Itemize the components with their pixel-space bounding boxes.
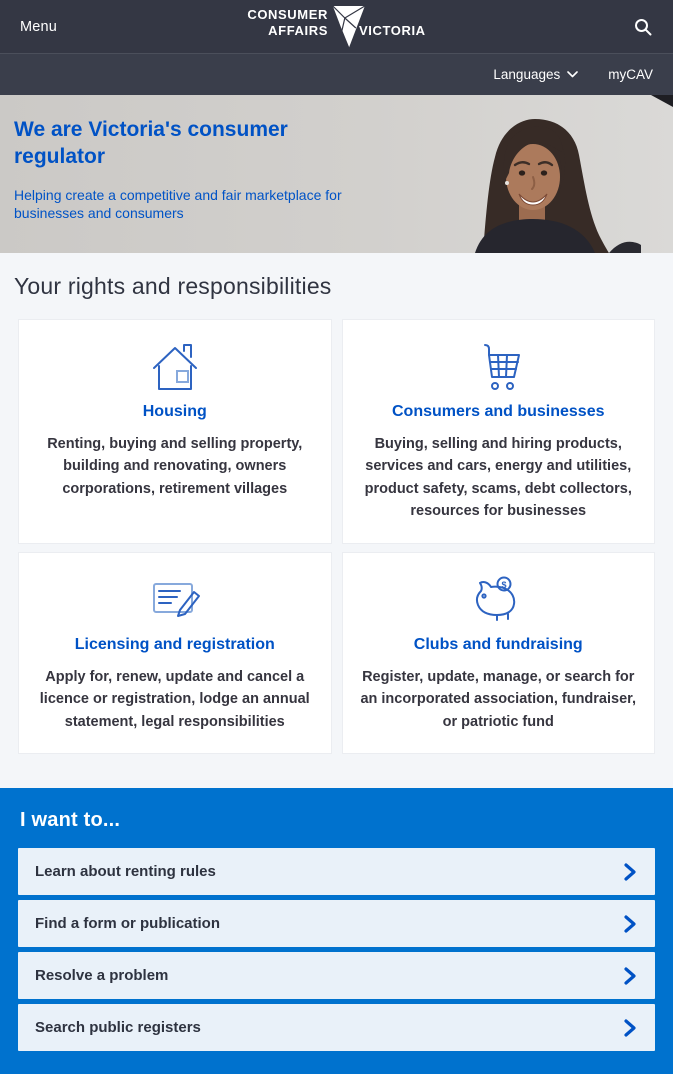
- card-title: Housing: [142, 403, 207, 420]
- licence-document-pencil-icon: [144, 572, 206, 628]
- link-learn-about-renting-rules[interactable]: [18, 848, 655, 895]
- card-licensing-and-registration[interactable]: [18, 552, 332, 754]
- link-label: Find a form or publication: [35, 915, 220, 933]
- top-navigation-bar: [0, 0, 673, 53]
- logo-line-affairs: AFFAIRS: [268, 23, 328, 39]
- hero-title: We are Victoria's consumer regulator: [14, 118, 288, 169]
- hero-photo-smiling-woman: [383, 95, 673, 253]
- topic-cards-grid: [18, 319, 655, 754]
- link-label: Search public registers: [35, 1019, 201, 1037]
- link-resolve-a-problem[interactable]: [18, 952, 655, 999]
- shopping-cart-icon: [467, 339, 529, 395]
- search-icon: [633, 17, 653, 37]
- card-consumers-and-businesses[interactable]: [342, 319, 656, 544]
- secondary-navigation-bar: [0, 53, 673, 95]
- i-want-to-heading: I want to...: [20, 809, 121, 832]
- rights-section: [0, 273, 673, 754]
- logo-text: [247, 7, 328, 40]
- hero-text-block: [0, 95, 372, 223]
- card-title: Clubs and fundraising: [413, 635, 583, 653]
- hero-banner: [0, 95, 673, 253]
- card-clubs-and-fundraising[interactable]: [342, 552, 656, 754]
- consumer-affairs-victoria-logo[interactable]: [247, 7, 425, 51]
- logo-line-victoria: VICTORIA: [358, 23, 426, 38]
- languages-dropdown[interactable]: [493, 67, 578, 82]
- link-label: Learn about renting rules: [35, 863, 216, 881]
- mycav-link[interactable]: myCAV: [608, 67, 653, 82]
- house-icon: [144, 339, 206, 395]
- card-title: Licensing and registration: [74, 635, 275, 653]
- languages-label: Languages: [493, 67, 561, 82]
- card-title: Consumers and businesses: [391, 403, 605, 420]
- card-housing[interactable]: [18, 319, 332, 544]
- search-button[interactable]: [633, 17, 653, 37]
- link-find-a-form-or-publication[interactable]: [18, 900, 655, 947]
- card-description: Buying, selling and hiring products, services and cars, energy and utilities, product safety, scams, debt collectors, resources for businesses: [364, 436, 632, 520]
- hero-subtitle: Helping create a competitive and fair marketplace for businesses and consumers: [14, 186, 342, 222]
- chevron-down-icon: [567, 71, 578, 78]
- card-description: Register, update, manage, or search for an incorporated association, fundraiser, or patriotic fund: [360, 668, 637, 730]
- chevron-right-icon: [624, 863, 636, 881]
- logo-line-consumer: CONSUMER: [247, 7, 328, 22]
- i-want-to-section: [0, 788, 673, 1074]
- card-description: Renting, buying and selling property, building and renovating, owners corporations, retirement villages: [47, 436, 303, 497]
- chevron-right-icon: [624, 1019, 636, 1037]
- chevron-right-icon: [624, 915, 636, 933]
- card-description: Apply for, renew, update and cancel a licence or registration, lodge an annual statement, legal responsibilities: [39, 668, 310, 730]
- link-label: Resolve a problem: [35, 967, 169, 985]
- link-search-public-registers[interactable]: [18, 1004, 655, 1051]
- chevron-right-icon: [624, 967, 636, 985]
- menu-button[interactable]: Menu: [20, 18, 58, 35]
- piggy-bank-icon: [467, 572, 529, 628]
- rights-section-heading: Your rights and responsibilities: [14, 273, 332, 299]
- svg-text:$: $: [501, 579, 507, 590]
